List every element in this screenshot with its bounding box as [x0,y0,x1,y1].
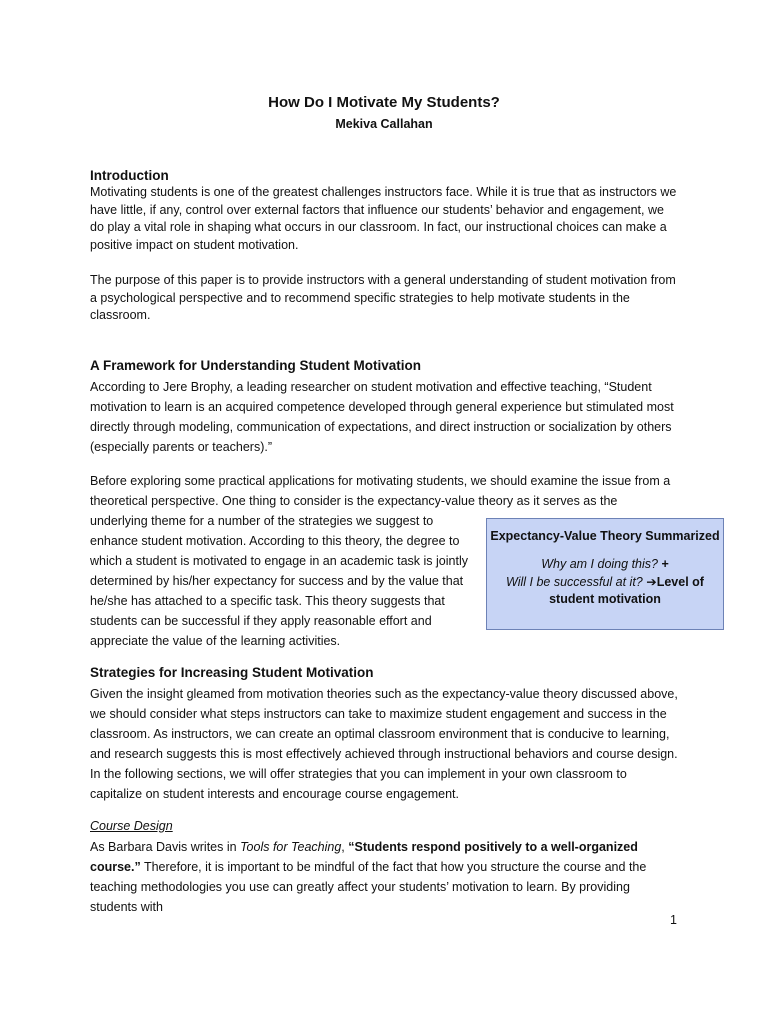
callout-result-start: Level of [656,575,704,589]
callout-result-end: student motivation [549,592,661,606]
callout-arrow-icon: ➔ [642,575,657,589]
callout-title: Expectancy-Value Theory Summarized [490,529,720,543]
course-design-rest: Therefore, it is important to be mindful of the fact that how you structure the course and the teaching methodologies you use can greatly affect your students’ motivation to learn. By providing students with [90,860,647,914]
course-design-book-title: Tools for Teaching [240,840,342,854]
strategies-heading: Strategies for Increasing Student Motivation [90,665,374,680]
course-design-quote: “Students respond positively to a well-organized course.” [90,840,638,874]
expectancy-value-callout-box [486,518,724,630]
framework-paragraph-1: According to Jere Brophy, a leading researcher on student motivation and effective teaching, “Student motivation to learn is an acquired competence developed through general experience but stimulated most directly through modeling, communication of expectations, and direct instruction or socialization by others (especially parents or teachers).” [90,380,674,454]
callout-plus: + [657,557,669,571]
page-number: 1 [670,913,677,927]
course-design-mid: , [341,840,349,854]
strategies-paragraph-1: Given the insight gleamed from motivation theories such as the expectancy-value theory discussed above, we should consider what steps instructors can take to maximize student engagement and success in the classroom. As instructors, we can create an optimal classroom environment that is conducive to learning, and research suggests this is most effectively achieved through instructional behaviors and course design. In the following sections, we will offer strategies that you can implement in your own classroom to capitalize on student interests and encourage course engagement. [90,687,678,801]
introduction-heading: Introduction [90,168,169,183]
framework-paragraph-2-body: underlying theme for a number of the strategies we suggest to enhance student motivation. According to this theory, the degree to which a student is motivated to engage in an academic task is jointly determined by his/her expectancy for success and by the value that he/she has attached to a specific task. This theory suggests that students can be successful if they apply reasonable effort and appreciate the value of the learning activities. [90,514,468,648]
introduction-paragraph-1: Motivating students is one of the greatest challenges instructors face. While it is true that as instructors we have little, if any, control over external factors that influence our students’ behavior and engagement, we do play a vital role in shaping what occurs in our classroom. In fact, our instructional choices can make a positive impact on student motivation. [90,185,677,252]
document-author: Mekiva Callahan [335,117,433,131]
callout-line-1 [487,557,723,571]
course-design-heading: Course Design [90,819,173,833]
introduction-paragraph-2: The purpose of this paper is to provide instructors with a general understanding of student motivation from a psychological perspective and to recommend specific strategies to help motivate students in the classroom. [90,273,676,322]
course-design-prefix: As Barbara Davis writes in [90,840,241,854]
framework-heading: A Framework for Understanding Student Motivation [90,358,422,373]
document-title: How Do I Motivate My Students? [268,94,500,111]
callout-question-1: Why am I doing this? [541,557,658,571]
framework-paragraph-2-intro: Before exploring some practical applications for motivating students, we should examine the issue from a theoretical perspective. One thing to consider is the expectancy-value theory as it serves as the [90,474,671,508]
callout-question-2: Will I be successful at it? [506,575,643,589]
course-design-paragraph [90,837,680,917]
callout-line-2 [487,574,723,589]
